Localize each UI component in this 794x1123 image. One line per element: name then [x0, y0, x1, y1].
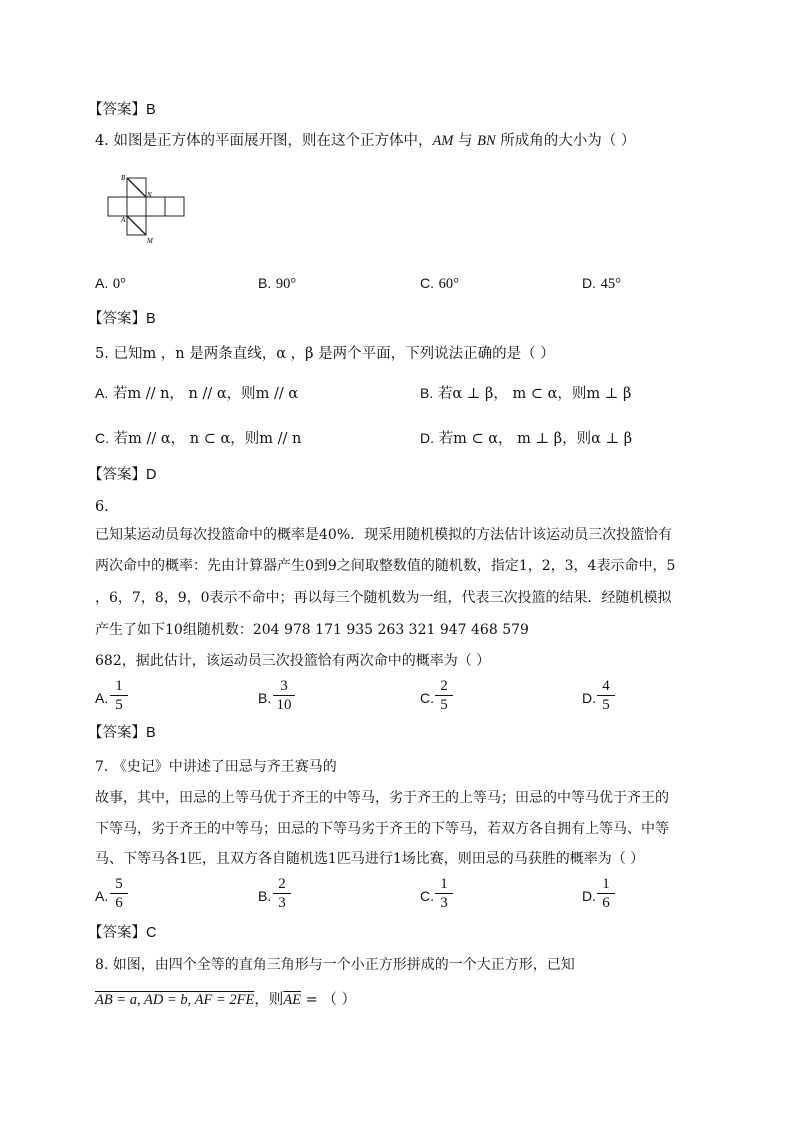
- option-value: 0°: [112, 276, 126, 292]
- q7-option-c-fraction: [435, 876, 453, 911]
- option-letter: C.: [420, 275, 434, 291]
- q6-option-b-fraction: [273, 678, 295, 713]
- numerator: 1: [440, 876, 448, 892]
- fraction-bar: [435, 695, 453, 696]
- option-letter: B.: [258, 275, 272, 291]
- option-letter: B.: [420, 385, 434, 401]
- q7-line-4: 马、下等马各1匹，且双方各自随机选1匹马进行1场比赛，则田忌的马获胜的概率为（ ）: [95, 851, 645, 867]
- q6-line-1: 已知某运动员每次投篮命中的概率是40%．现采用随机模拟的方法估计该运动员三次投篮恰有: [95, 527, 673, 543]
- answer-value: C: [146, 925, 157, 941]
- q5-option-c: [95, 428, 301, 449]
- numerator: 3: [280, 678, 288, 694]
- q4-bn: BN: [477, 133, 496, 149]
- q6-option-a-letter: A.: [95, 690, 109, 706]
- q7-option-a-letter: A.: [95, 888, 109, 904]
- numerator: 1: [115, 678, 123, 694]
- option-letter: D.: [582, 275, 596, 291]
- option-text: 若α ⊥ β， m ⊂ α，则m ⊥ β: [437, 386, 632, 402]
- q6-option-d-letter: D.: [582, 690, 596, 706]
- q6-option-c-letter: C.: [420, 690, 434, 706]
- fraction-bar: [597, 893, 615, 894]
- q7-line-1: 7. 《史记》中讲述了田忌与齐王赛马的: [95, 759, 337, 775]
- denominator: 10: [276, 697, 292, 713]
- option-value: 45°: [600, 276, 621, 292]
- answer-q3: [88, 100, 156, 120]
- denominator: 6: [115, 895, 123, 911]
- q8-vector-formula: AB = a, AD = b, AF = 2FE: [95, 992, 255, 1008]
- question-6-number: 6.: [95, 499, 109, 515]
- option-letter: A.: [95, 275, 109, 291]
- q4-stem-prefix: 4. 如图是正方体的平面展开图，则在这个正方体中，: [95, 133, 433, 149]
- q8-line-1: 8. 如图，由四个全等的直角三角形与一个小正方形拼成的一个大正方形，已知: [95, 957, 575, 973]
- cube-net-figure: [104, 170, 194, 250]
- denominator: 5: [115, 697, 123, 713]
- label-a: A: [121, 216, 126, 224]
- q7-line-3: 下等马，劣于齐王的中等马；田忌的下等马劣于齐王的下等马，若双方各自拥有上等马、中等: [95, 821, 669, 837]
- q8-line-2-end: = （ ）: [301, 992, 357, 1008]
- option-text: 若m ⊂ α， m ⊥ β，则α ⊥ β: [438, 431, 633, 447]
- q7-option-b-letter: B.: [258, 888, 272, 904]
- q4-with: 与: [453, 133, 478, 149]
- answer-q6: [88, 723, 156, 743]
- q4-option-b: [258, 273, 296, 294]
- answer-label: 【答案】: [88, 467, 146, 483]
- fraction-bar: [435, 893, 453, 894]
- q4-option-a: [95, 273, 126, 294]
- fraction-bar: [273, 695, 295, 696]
- fraction-bar: [597, 695, 615, 696]
- numerator: 5: [115, 876, 123, 892]
- answer-q7: [88, 923, 156, 943]
- q6-line-5: 682，据此估计，该运动员三次投篮恰有两次命中的概率为（ ）: [95, 653, 491, 669]
- question-5-stem: 5. 已知m ，n 是两条直线，α ，β 是两个平面，下列说法正确的是（ ）: [95, 346, 555, 362]
- q8-line-2: [95, 990, 356, 1010]
- fraction-bar: [273, 893, 291, 894]
- denominator: 3: [440, 895, 448, 911]
- q6-line-3: ，6，7，8，9，0表示不命中；再以每三个随机数为一组，代表三次投篮的结果．经随机模拟: [95, 590, 672, 606]
- q6-line-4: 产生了如下10组随机数：204 978 171 935 263 321 947 468 579: [95, 622, 529, 638]
- numerator: 2: [440, 678, 448, 694]
- answer-q5: [88, 465, 156, 485]
- numerator: 2: [278, 876, 286, 892]
- fraction-bar: [110, 695, 128, 696]
- q8-line-2-mid: ，则: [254, 992, 284, 1008]
- denominator: 6: [602, 895, 610, 911]
- q4-am: AM: [432, 133, 454, 149]
- numerator: 4: [602, 678, 610, 694]
- q7-line-2: 故事，其中，田忌的上等马优于齐王的中等马，劣于齐王的上等马；田忌的中等马优于齐王的: [95, 790, 669, 806]
- option-text: 若m // α， n ⊂ α，则m // n: [113, 431, 302, 447]
- denominator: 5: [602, 697, 610, 713]
- denominator: 3: [278, 895, 286, 911]
- answer-value: B: [146, 725, 156, 741]
- answer-value: D: [146, 467, 157, 483]
- question-4-stem: [95, 131, 635, 151]
- q5-option-a: [95, 383, 298, 404]
- q6-line-2: 两次命中的概率：先由计算器产生0到9之间取整数值的随机数，指定1，2，3，4表示命中，5: [95, 558, 676, 574]
- q7-option-d-letter: D.: [582, 888, 596, 904]
- q7-option-c-letter: C.: [420, 888, 434, 904]
- q8-vector-ae: $\overline{AE}$: [283, 992, 302, 1008]
- answer-label: 【答案】: [88, 102, 146, 118]
- option-text: 若m // n， n // α，则m // α: [112, 386, 299, 402]
- q4-option-d: [582, 273, 621, 294]
- label-b: B: [121, 174, 126, 182]
- answer-label: 【答案】: [88, 311, 146, 327]
- option-value: 90°: [275, 276, 297, 292]
- answer-label: 【答案】: [88, 725, 146, 741]
- option-letter: A.: [95, 385, 109, 401]
- answer-label: 【答案】: [88, 925, 146, 941]
- option-letter: D.: [420, 430, 434, 446]
- q6-option-c-fraction: [435, 678, 453, 713]
- q6-option-d-fraction: [597, 678, 615, 713]
- q4-stem-suffix: 所成角的大小为（ ）: [495, 133, 636, 149]
- label-n: N: [147, 191, 152, 199]
- answer-value: B: [146, 311, 156, 327]
- answer-q4: [88, 309, 156, 329]
- label-m: M: [147, 237, 153, 245]
- q7-option-b-fraction: [273, 876, 291, 911]
- q7-option-a-fraction: [110, 876, 128, 911]
- fraction-bar: [110, 893, 128, 894]
- q5-option-b: [420, 383, 631, 404]
- answer-value: B: [146, 102, 156, 118]
- q6-option-b-letter: B.: [258, 690, 272, 706]
- numerator: 1: [602, 876, 610, 892]
- q7-option-d-fraction: [597, 876, 615, 911]
- q6-option-a-fraction: [110, 678, 128, 713]
- denominator: 5: [440, 697, 448, 713]
- q5-option-d: [420, 428, 632, 449]
- q4-option-c: [420, 273, 459, 294]
- option-letter: C.: [95, 430, 109, 446]
- option-value: 60°: [438, 276, 459, 292]
